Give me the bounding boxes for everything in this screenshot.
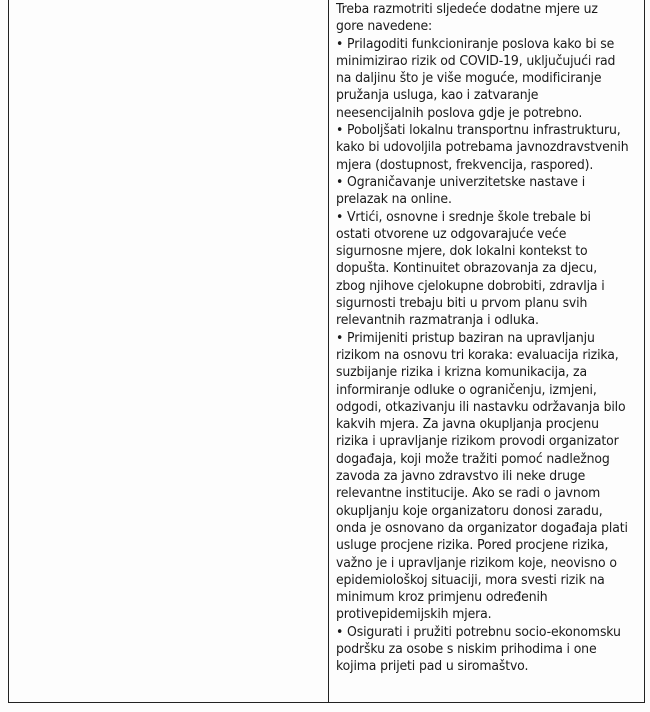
table-column-divider	[328, 0, 329, 702]
measure-bullet-2: • Poboljšati lokalnu transportnu infrastrukturu, kako bi udovoljila potrebama javnozdravstvenih mjera (dostupnost, frekvencija, raspored).	[336, 123, 629, 173]
measure-bullet-4: • Vrtići, osnovne i srednje škole trebale bi ostati otvorene uz odgovarajuće veće sigurnosne mjere, dok lokalni kontekst to dopušta. Kontinuitet obrazovanja za djecu, zbog njihove cjelokupne dobrobiti, zdravlja i sigurnosti trebaju biti u prvom planu svih relevantnih razmatranja i odluka.	[336, 209, 605, 329]
measure-bullet-5: • Primijeniti pristup baziran na upravljanju rizikom na osnovu tri koraka: evaluacija rizika, suzbijanje rizika i krizna komunikacija, za informiranje odluke o ograničenju, izmjeni, odgodi, otkazivanju ili nastavku održavanja bilo kakvih mjera. Za javna okupljanja procjenu rizika i upravljanje rizikom provodi organizator događaja, koji može tražiti pomoć nadležnog zavoda za javno zdravstvo ili neke druge relevantne institucije. Ako se radi o javnom okupljanju koje organizatoru donosi zaradu, onda je osnovano da organizator događaja plati usluge procjene rizika. Pored procjene rizika, važno je i upravljanje rizikom koje, neovisno o epidemiološkoj situaciji, mora svesti rizik na minimum kroz primjenu određenih protivepidemijskih mjera.	[336, 330, 628, 623]
measure-bullet-1: • Prilagoditi funkcioniranje poslova kako bi se minimizirao rizik od COVID-19, uključujući rad na daljinu što je više moguće, modificiranje pružanja usluga, kao i zatvaranje neesencijalnih poslova gdje je potrebno.	[336, 36, 616, 121]
measures-table	[8, 0, 645, 703]
measures-intro: Treba razmotriti sljedeće dodatne mjere uz gore navedene:	[336, 2, 598, 35]
measure-bullet-3: • Ograničavanje univerzitetske nastave i prelazak na online.	[336, 174, 586, 208]
measure-bullet-6: • Osigurati i pružiti potrebnu socio-ekonomsku podršku za osobe s niskim prihodima i one kojima prijeti pad u siromaštvo.	[336, 624, 621, 675]
table-right-cell	[336, 1, 629, 676]
table-left-cell	[9, 0, 328, 702]
